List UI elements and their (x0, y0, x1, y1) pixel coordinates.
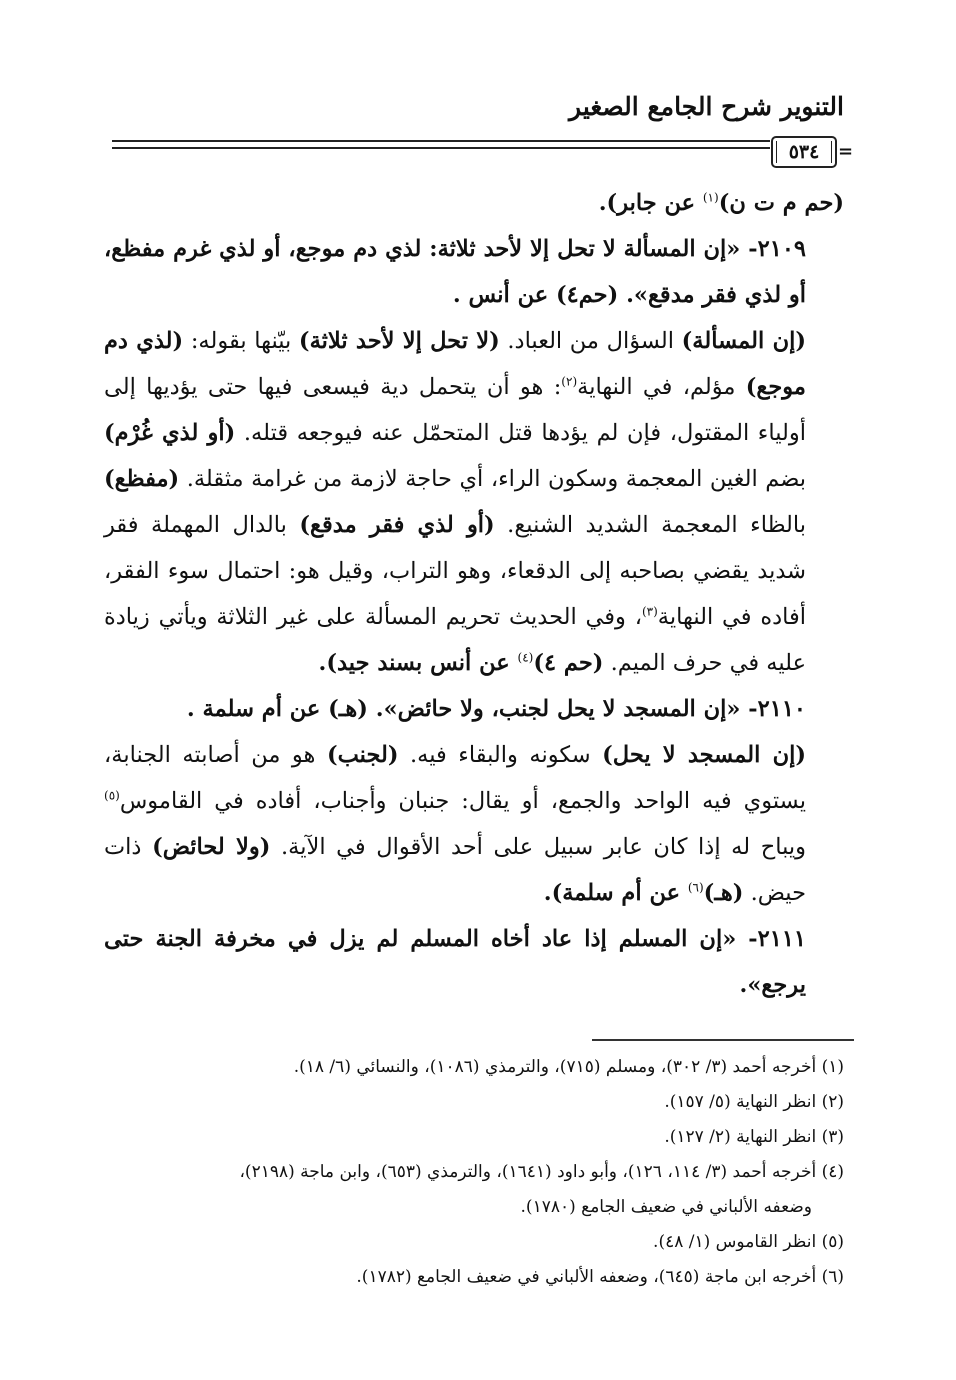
text-paragraph: (حم م ت ن)$^{(١)}$ عن جابر). (598, 190, 844, 216)
footnote-mark: (٦) (687, 880, 704, 895)
footnote-mark: (١) (702, 190, 719, 205)
hadith-2109: ٢١٠٩- «إن المسألة لا تحل إلا لأحد ثلاثة: لذي دم موجع، أو لذي غرم مفظع، أو لذي فقر مدقع». (حم٤) عن أنس . (104, 236, 806, 308)
footnote-4-continued: وضعفه الألباني في ضعيف الجامع (١٧٨٠). (520, 1197, 812, 1217)
header-rule-top (112, 140, 770, 142)
page-number-ornament: = (838, 141, 854, 162)
footnote-separator (592, 1039, 854, 1041)
page-number: ٥٣٤ (771, 136, 837, 168)
footnote-mark: (٥) (104, 788, 120, 803)
footnote-2: (٢) انظر النهاية (٥/ ١٥٧). (664, 1092, 844, 1112)
footnote-1: (١) أخرجه أحمد (٣/ ٣٠٢)، ومسلم (٧١٥)، والترمذي (١٠٨٦)، والنسائي (٦/ ١٨). (293, 1057, 844, 1077)
footnote-3: (٣) انظر النهاية (٢/ ١٢٧). (664, 1127, 844, 1147)
commentary-2110: (إن المسجد لا يحل) سكونه والبقاء فيه. (لجنب) هو من أصابته الجنابة، يستوي فيه الواحد والجمع، أو يقال: جنبان وأجناب، أفاده في القاموس$^{(٥)}$ ويباح له إذا كان عابر سبيل على أحد الأقوال في الآية. (ولا لحائض) ذات حيض. (هـ)$^{(٦)}$ عن أم سلمة). (104, 742, 806, 906)
running-header-title: التنوير شرح الجامع الصغير (569, 92, 844, 121)
footnote-4: (٤) أخرجه أحمد (٣/ ١١٤، ١٢٦)، وأبو داود (١٦٤١)، والترمذي (٦٥٣)، وابن ماجة (٢١٩٨)، (239, 1162, 844, 1182)
header-rule-bottom (112, 147, 770, 149)
footnote-6: (٦) أخرجه ابن ماجة (٦٤٥)، وضعفه الألباني في ضعيف الجامع (١٧٨٢). (356, 1267, 844, 1287)
hadith-2111: ٢١١١- «إن المسلم إذا عاد أخاه المسلم لم يزل في مخرفة الجنة حتى يرجع». (104, 926, 806, 998)
commentary-2109: (إن المسألة) السؤال من العباد. (لا تحل إلا لأحد ثلاثة) بيّنها بقوله: (لذي دم موجع) مؤلم، في النهاية$^{(٢)}$: هو أن يتحمل دية فيسعى فيها حتى يؤديها إلى أولياء المقتول، فإن لم يؤدها قتل المتحمّل عنه فيوجعه قتله. (أو لذي غُرْم) بضم الغين المعجمة وسكون الراء، أي حاجة لازمة من غرامة مثقلة. (مفظع) بالظاء المعجمة الشديد الشنيع. (أو لذي فقر مدقع) بالدال المهملة فقر شديد يقضي بصاحبه إلى الدقعاء، وهو التراب، وقيل هو: احتمال سوء الفقر، أفاده في النهاية$^{(٣)}$، وفي الحديث تحريم المسألة على غير الثلاثة ويأتي زيادة عليه في حرف الميم. (حم ٤)$^{(٤)}$ عن أنس بسند جيد). (104, 328, 806, 676)
main-text (104, 180, 844, 1008)
footnote-mark: (٣) (641, 604, 658, 619)
footnote-mark: (٢) (561, 374, 578, 389)
footnote-5: (٥) انظر القاموس (١/ ٤٨). (653, 1232, 844, 1252)
footnotes (104, 1050, 844, 1295)
hadith-2110: ٢١١٠- «إن المسجد لا يحل لجنب، ولا حائض». (هـ) عن أم سلمة . (186, 696, 806, 722)
footnote-mark: (٤) (517, 650, 534, 665)
